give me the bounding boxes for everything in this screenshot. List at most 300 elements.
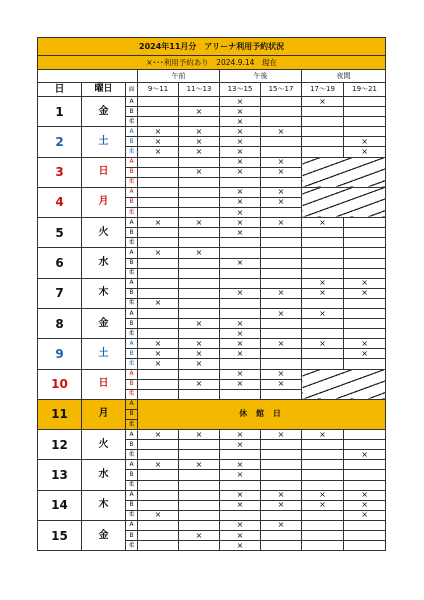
- slot-cell: [344, 218, 386, 228]
- slot-cell: [302, 520, 344, 530]
- facility-label: B: [126, 258, 138, 268]
- header-facility: 面: [126, 83, 138, 97]
- slot-cell: [138, 278, 179, 288]
- slot-cell: ×: [220, 187, 261, 197]
- slot-cell: ×: [179, 339, 220, 349]
- slot-cell: [179, 258, 220, 268]
- facility-label: B: [126, 349, 138, 359]
- slot-cell: [261, 117, 302, 127]
- slot-cell: ×: [261, 187, 302, 197]
- slot-cell: [261, 238, 302, 248]
- slot-cell: ×: [179, 319, 220, 329]
- facility-label: A: [126, 460, 138, 470]
- slot-cell: ×: [344, 450, 386, 460]
- table-row: [38, 430, 386, 440]
- slot-cell: [302, 107, 344, 117]
- table-row: [38, 187, 386, 197]
- facility-label: B: [126, 167, 138, 177]
- facility-label: A: [126, 369, 138, 379]
- facility-label: 柔: [126, 147, 138, 157]
- facility-label: B: [126, 500, 138, 510]
- table-row: [38, 248, 386, 258]
- day-number: 4: [38, 187, 82, 217]
- unavailable-hatch: [302, 157, 386, 187]
- day-number: 1: [38, 97, 82, 127]
- slot-cell: [138, 177, 179, 187]
- slot-header: 17～19: [302, 83, 344, 97]
- slot-cell: ×: [179, 359, 220, 369]
- slot-cell: ×: [302, 339, 344, 349]
- slot-cell: [302, 480, 344, 490]
- slot-cell: ×: [261, 167, 302, 177]
- slot-cell: [261, 298, 302, 308]
- weekday: 水: [82, 460, 126, 490]
- reservation-sheet: [37, 37, 385, 551]
- slot-cell: [138, 228, 179, 238]
- facility-label: A: [126, 127, 138, 137]
- weekday: 月: [82, 399, 126, 429]
- slot-cell: ×: [220, 541, 261, 551]
- slot-cell: [261, 268, 302, 278]
- slot-cell: ×: [261, 157, 302, 167]
- slot-cell: ×: [138, 248, 179, 258]
- slot-cell: [138, 369, 179, 379]
- facility-label: B: [126, 228, 138, 238]
- facility-label: 柔: [126, 480, 138, 490]
- slot-cell: [138, 187, 179, 197]
- slot-cell: [344, 329, 386, 339]
- slot-cell: [138, 490, 179, 500]
- slot-cell: ×: [220, 258, 261, 268]
- slot-cell: ×: [220, 288, 261, 298]
- slot-cell: [344, 97, 386, 107]
- table-row: [38, 218, 386, 228]
- slot-cell: ×: [138, 147, 179, 157]
- slot-cell: [344, 258, 386, 268]
- header-day: 日: [38, 83, 82, 97]
- slot-cell: ×: [344, 510, 386, 520]
- slot-cell: [138, 379, 179, 389]
- slot-cell: [261, 440, 302, 450]
- slot-cell: [138, 107, 179, 117]
- slot-cell: [220, 480, 261, 490]
- slot-cell: [344, 248, 386, 258]
- slot-cell: [179, 288, 220, 298]
- weekday: 火: [82, 430, 126, 460]
- slot-cell: ×: [179, 460, 220, 470]
- slot-cell: [179, 228, 220, 238]
- weekday: 金: [82, 97, 126, 127]
- slot-cell: ×: [302, 288, 344, 298]
- slot-cell: [138, 329, 179, 339]
- facility-label: 柔: [126, 117, 138, 127]
- slot-cell: [302, 329, 344, 339]
- slot-cell: [261, 319, 302, 329]
- unavailable-hatch: [302, 369, 386, 399]
- closed-day-cell: 休 館 日: [138, 399, 386, 429]
- slot-cell: [302, 298, 344, 308]
- slot-cell: ×: [261, 339, 302, 349]
- slot-cell: ×: [179, 248, 220, 258]
- facility-label: A: [126, 339, 138, 349]
- slot-header: 15～17: [261, 83, 302, 97]
- slot-cell: [138, 157, 179, 167]
- slot-cell: [138, 440, 179, 450]
- slot-cell: ×: [179, 218, 220, 228]
- slot-cell: ×: [138, 137, 179, 147]
- slot-cell: [179, 500, 220, 510]
- day-number: 3: [38, 157, 82, 187]
- slot-cell: [179, 298, 220, 308]
- slot-cell: [138, 208, 179, 218]
- day-number: 13: [38, 460, 82, 490]
- slot-cell: ×: [344, 137, 386, 147]
- facility-label: B: [126, 319, 138, 329]
- slot-cell: [344, 470, 386, 480]
- slot-cell: ×: [138, 298, 179, 308]
- slot-cell: [344, 520, 386, 530]
- slot-cell: ×: [220, 531, 261, 541]
- slot-cell: [179, 157, 220, 167]
- day-number: 14: [38, 490, 82, 520]
- slot-cell: ×: [138, 430, 179, 440]
- slot-cell: [179, 308, 220, 318]
- slot-cell: [344, 460, 386, 470]
- slot-cell: [138, 470, 179, 480]
- facility-label: A: [126, 97, 138, 107]
- day-number: 8: [38, 308, 82, 338]
- slot-cell: [261, 137, 302, 147]
- facility-label: 柔: [126, 268, 138, 278]
- slot-cell: [261, 541, 302, 551]
- slot-cell: [302, 268, 344, 278]
- facility-label: B: [126, 379, 138, 389]
- slot-cell: [138, 288, 179, 298]
- slot-cell: [179, 117, 220, 127]
- facility-label: A: [126, 278, 138, 288]
- slot-cell: [179, 197, 220, 207]
- unavailable-hatch: [302, 187, 386, 217]
- day-number: 9: [38, 339, 82, 369]
- slot-cell: [302, 248, 344, 258]
- day-number: 7: [38, 278, 82, 308]
- slot-cell: [261, 359, 302, 369]
- slot-cell: ×: [261, 500, 302, 510]
- slot-cell: ×: [220, 440, 261, 450]
- slot-cell: ×: [261, 430, 302, 440]
- facility-label: 柔: [126, 510, 138, 520]
- day-number: 2: [38, 127, 82, 157]
- slot-cell: [344, 430, 386, 440]
- slot-cell: [179, 278, 220, 288]
- slot-cell: ×: [220, 218, 261, 228]
- slot-cell: ×: [344, 278, 386, 288]
- slot-cell: [138, 480, 179, 490]
- facility-label: A: [126, 490, 138, 500]
- slot-cell: ×: [179, 127, 220, 137]
- slot-cell: ×: [179, 349, 220, 359]
- slot-cell: ×: [220, 460, 261, 470]
- slot-cell: [344, 228, 386, 238]
- slot-cell: [261, 97, 302, 107]
- table-row: [38, 278, 386, 288]
- facility-label: 柔: [126, 420, 138, 430]
- slot-cell: [138, 258, 179, 268]
- facility-label: A: [126, 520, 138, 530]
- slot-cell: ×: [138, 349, 179, 359]
- slot-cell: [220, 238, 261, 248]
- facility-label: A: [126, 430, 138, 440]
- slot-cell: [302, 510, 344, 520]
- slot-cell: ×: [344, 500, 386, 510]
- header-weekday: 曜日: [82, 83, 126, 97]
- slot-cell: [344, 359, 386, 369]
- slot-cell: ×: [220, 107, 261, 117]
- slot-cell: ×: [261, 288, 302, 298]
- slot-cell: [179, 520, 220, 530]
- slot-cell: [220, 248, 261, 258]
- slot-cell: [344, 480, 386, 490]
- day-number: 5: [38, 218, 82, 248]
- slot-cell: [344, 268, 386, 278]
- slot-cell: ×: [179, 107, 220, 117]
- facility-label: A: [126, 187, 138, 197]
- slot-cell: ×: [220, 117, 261, 127]
- slot-header: 9～11: [138, 83, 179, 97]
- table-row: [38, 127, 386, 137]
- reservation-table: [37, 37, 386, 551]
- slot-cell: ×: [179, 137, 220, 147]
- table-row: [38, 460, 386, 470]
- slot-cell: ×: [261, 379, 302, 389]
- slot-header: 13～15: [220, 83, 261, 97]
- slot-cell: ×: [261, 218, 302, 228]
- legend-subtitle: ×･･･利用予約あり 2024.9.14 現在: [38, 56, 386, 70]
- period-morning: 午前: [138, 70, 220, 83]
- slot-cell: ×: [344, 147, 386, 157]
- slot-cell: [179, 369, 220, 379]
- slot-cell: ×: [220, 369, 261, 379]
- slot-cell: [302, 137, 344, 147]
- facility-label: 柔: [126, 298, 138, 308]
- slot-cell: [344, 541, 386, 551]
- slot-cell: [138, 500, 179, 510]
- facility-label: B: [126, 107, 138, 117]
- table-row: [38, 490, 386, 500]
- period-night: 夜間: [302, 70, 386, 83]
- slot-cell: ×: [302, 97, 344, 107]
- slot-cell: [220, 450, 261, 460]
- facility-label: B: [126, 531, 138, 541]
- slot-cell: ×: [302, 500, 344, 510]
- slot-cell: ×: [220, 157, 261, 167]
- slot-cell: [138, 520, 179, 530]
- facility-label: B: [126, 197, 138, 207]
- slot-cell: ×: [220, 520, 261, 530]
- weekday: 金: [82, 520, 126, 550]
- facility-label: A: [126, 218, 138, 228]
- slot-cell: [261, 329, 302, 339]
- facility-label: B: [126, 137, 138, 147]
- slot-cell: ×: [138, 510, 179, 520]
- table-row: [38, 369, 386, 379]
- slot-cell: [344, 531, 386, 541]
- slot-cell: [302, 450, 344, 460]
- facility-label: 柔: [126, 208, 138, 218]
- slot-cell: ×: [220, 97, 261, 107]
- slot-cell: [179, 177, 220, 187]
- facility-label: B: [126, 288, 138, 298]
- slot-cell: ×: [220, 490, 261, 500]
- slot-cell: [179, 97, 220, 107]
- slot-cell: ×: [261, 127, 302, 137]
- slot-cell: [302, 349, 344, 359]
- slot-cell: [138, 450, 179, 460]
- slot-cell: [344, 117, 386, 127]
- slot-cell: [138, 389, 179, 399]
- slot-cell: ×: [220, 379, 261, 389]
- slot-cell: [302, 319, 344, 329]
- slot-cell: ×: [220, 127, 261, 137]
- slot-cell: [302, 258, 344, 268]
- facility-label: 柔: [126, 238, 138, 248]
- slot-cell: ×: [220, 147, 261, 157]
- table-row: [38, 520, 386, 530]
- slot-cell: [302, 531, 344, 541]
- slot-cell: [220, 278, 261, 288]
- slot-cell: [261, 147, 302, 157]
- slot-cell: [261, 460, 302, 470]
- day-number: 12: [38, 430, 82, 460]
- slot-cell: [302, 470, 344, 480]
- slot-header: 19～21: [344, 83, 386, 97]
- slot-cell: [344, 127, 386, 137]
- slot-cell: [261, 208, 302, 218]
- weekday: 日: [82, 157, 126, 187]
- facility-label: 柔: [126, 389, 138, 399]
- slot-cell: [220, 359, 261, 369]
- slot-cell: [261, 258, 302, 268]
- slot-cell: [302, 127, 344, 137]
- facility-label: 柔: [126, 450, 138, 460]
- slot-cell: ×: [344, 288, 386, 298]
- slot-cell: [179, 329, 220, 339]
- slot-cell: [138, 541, 179, 551]
- slot-cell: ×: [220, 319, 261, 329]
- slot-cell: [220, 298, 261, 308]
- weekday: 金: [82, 308, 126, 338]
- header-blank: [38, 70, 138, 83]
- slot-cell: [302, 238, 344, 248]
- slot-cell: [261, 480, 302, 490]
- facility-label: 柔: [126, 541, 138, 551]
- slot-cell: [344, 308, 386, 318]
- slot-cell: [261, 107, 302, 117]
- facility-label: A: [126, 308, 138, 318]
- slot-cell: [220, 389, 261, 399]
- slot-cell: [138, 268, 179, 278]
- slot-cell: [261, 248, 302, 258]
- slot-cell: ×: [220, 137, 261, 147]
- slot-cell: [179, 541, 220, 551]
- slot-cell: ×: [220, 430, 261, 440]
- slot-cell: [179, 389, 220, 399]
- slot-cell: ×: [179, 430, 220, 440]
- slot-cell: [179, 238, 220, 248]
- slot-cell: [220, 510, 261, 520]
- slot-cell: [138, 319, 179, 329]
- slot-header: 11～13: [179, 83, 220, 97]
- facility-label: B: [126, 470, 138, 480]
- slot-cell: ×: [302, 308, 344, 318]
- weekday: 木: [82, 490, 126, 520]
- facility-label: 柔: [126, 177, 138, 187]
- slot-cell: ×: [220, 208, 261, 218]
- slot-cell: ×: [220, 500, 261, 510]
- slot-cell: [302, 440, 344, 450]
- slot-cell: [302, 147, 344, 157]
- slot-cell: ×: [344, 349, 386, 359]
- slot-cell: [344, 238, 386, 248]
- slot-cell: ×: [220, 167, 261, 177]
- slot-cell: ×: [261, 369, 302, 379]
- slot-cell: ×: [220, 339, 261, 349]
- weekday: 日: [82, 369, 126, 399]
- slot-cell: ×: [220, 470, 261, 480]
- weekday: 土: [82, 339, 126, 369]
- slot-cell: [302, 460, 344, 470]
- table-row: [38, 399, 386, 409]
- slot-cell: [179, 268, 220, 278]
- slot-cell: [179, 208, 220, 218]
- slot-cell: [261, 349, 302, 359]
- slot-cell: [302, 228, 344, 238]
- slot-cell: ×: [261, 490, 302, 500]
- slot-cell: [261, 450, 302, 460]
- slot-cell: [138, 531, 179, 541]
- slot-cell: ×: [220, 228, 261, 238]
- slot-cell: [302, 117, 344, 127]
- facility-label: 柔: [126, 359, 138, 369]
- weekday: 土: [82, 127, 126, 157]
- slot-cell: [220, 177, 261, 187]
- slot-cell: [261, 531, 302, 541]
- slot-cell: [138, 238, 179, 248]
- slot-cell: [138, 97, 179, 107]
- slot-cell: ×: [220, 329, 261, 339]
- page-title: 2024年11月分 アリーナ利用予約状況: [38, 38, 386, 56]
- slot-cell: ×: [302, 218, 344, 228]
- slot-cell: ×: [302, 490, 344, 500]
- weekday: 月: [82, 187, 126, 217]
- slot-cell: ×: [138, 218, 179, 228]
- slot-cell: [138, 117, 179, 127]
- slot-cell: [261, 470, 302, 480]
- slot-cell: [344, 319, 386, 329]
- slot-cell: ×: [302, 430, 344, 440]
- slot-cell: ×: [138, 339, 179, 349]
- weekday: 水: [82, 248, 126, 278]
- slot-cell: ×: [261, 197, 302, 207]
- slot-cell: [261, 177, 302, 187]
- slot-cell: [344, 298, 386, 308]
- slot-cell: [220, 268, 261, 278]
- slot-cell: ×: [261, 520, 302, 530]
- slot-cell: [302, 359, 344, 369]
- table-row: [38, 157, 386, 167]
- slot-cell: ×: [138, 460, 179, 470]
- facility-label: A: [126, 399, 138, 409]
